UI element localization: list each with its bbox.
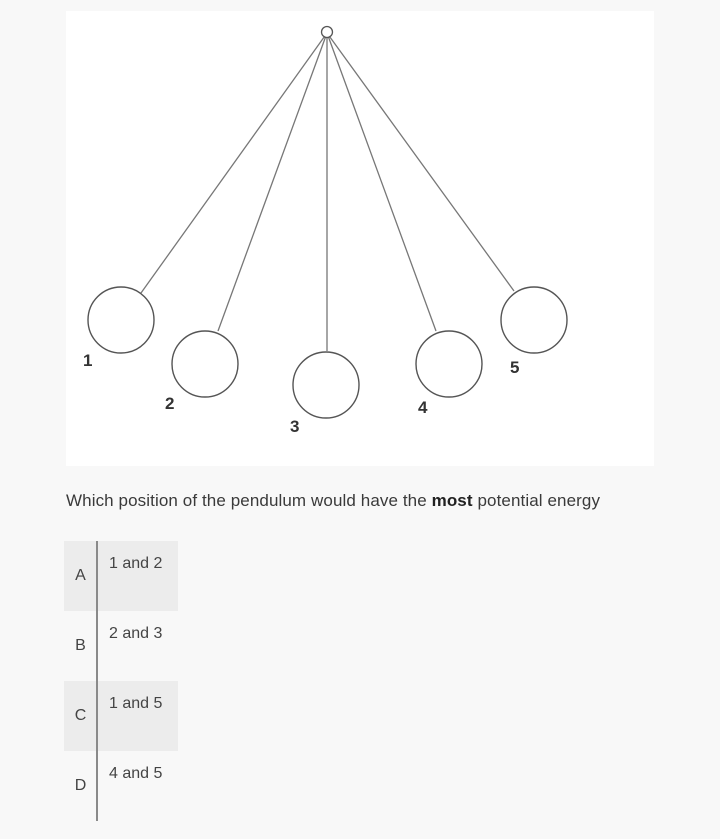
choice-letter: C bbox=[74, 707, 87, 724]
pendulum-bob-1 bbox=[88, 287, 154, 353]
position-label-5: 5 bbox=[510, 358, 520, 377]
choice-d[interactable] bbox=[64, 751, 178, 821]
pendulum-pivot bbox=[322, 27, 333, 38]
pendulum-bob-3 bbox=[293, 352, 359, 418]
answer-choices bbox=[64, 541, 178, 821]
choice-c[interactable] bbox=[64, 681, 178, 751]
choice-a[interactable] bbox=[64, 541, 178, 611]
choice-text: 2 and 3 bbox=[109, 625, 163, 642]
position-label-3: 3 bbox=[290, 417, 300, 436]
pendulum-bob-5 bbox=[501, 287, 567, 353]
pendulum-figure bbox=[66, 11, 654, 466]
choice-text: 1 and 5 bbox=[109, 695, 163, 712]
position-label-1: 1 bbox=[83, 351, 93, 370]
choice-letter: A bbox=[75, 567, 86, 584]
pendulum-string-1 bbox=[141, 33, 327, 293]
pendulum-bob-2 bbox=[172, 331, 238, 397]
position-label-4: 4 bbox=[418, 398, 428, 417]
choice-b[interactable] bbox=[64, 611, 178, 681]
choice-text: 1 and 2 bbox=[109, 555, 163, 572]
question-emphasis: most bbox=[431, 491, 473, 510]
choices-divider bbox=[96, 541, 98, 821]
choice-letter: B bbox=[75, 637, 86, 654]
question-text bbox=[66, 491, 706, 511]
position-label-2: 2 bbox=[165, 394, 175, 413]
pendulum-string-4 bbox=[327, 33, 436, 331]
question-text-after: potential energy bbox=[472, 491, 601, 510]
choice-letter: D bbox=[74, 777, 87, 794]
pendulum-string-2 bbox=[218, 33, 327, 331]
question-text-before: Which position of the pendulum would have the bbox=[66, 491, 432, 510]
pendulum-bob-4 bbox=[416, 331, 482, 397]
choice-text: 4 and 5 bbox=[109, 765, 163, 782]
pendulum-diagram bbox=[66, 11, 654, 466]
pendulum-string-5 bbox=[327, 33, 514, 291]
